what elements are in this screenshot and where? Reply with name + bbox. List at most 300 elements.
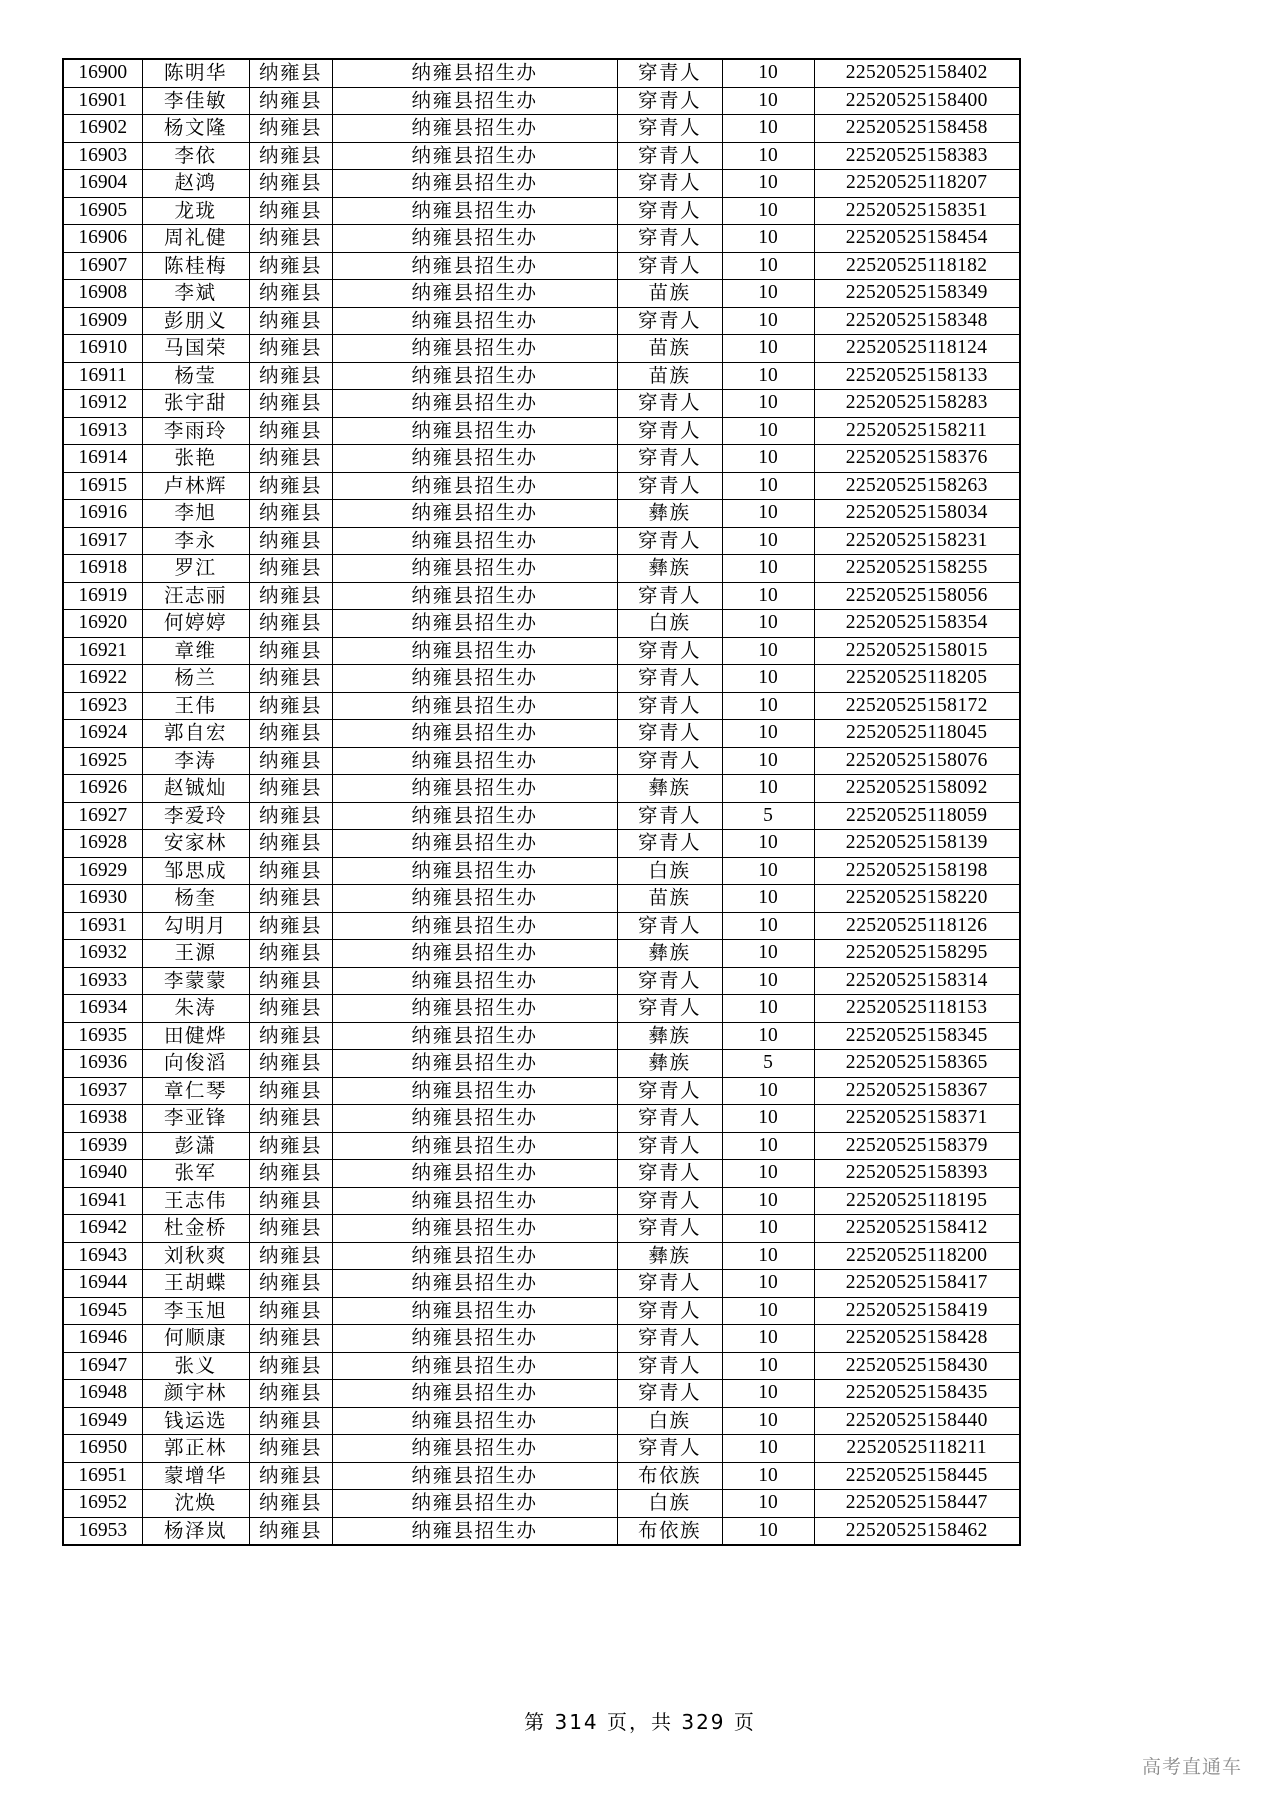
row-points-cell: 10 xyxy=(722,390,814,418)
row-office-cell: 纳雍县招生办 xyxy=(332,1490,617,1518)
row-county-cell: 纳雍县 xyxy=(249,610,332,638)
row-exam-number-cell: 22520525158263 xyxy=(814,472,1020,500)
row-exam-number-cell: 22520525158034 xyxy=(814,500,1020,528)
row-id-cell: 16952 xyxy=(63,1490,142,1518)
row-county-cell: 纳雍县 xyxy=(249,802,332,830)
row-name-cell: 李玉旭 xyxy=(142,1297,249,1325)
row-county-cell: 纳雍县 xyxy=(249,1352,332,1380)
row-name-cell: 颜宇林 xyxy=(142,1380,249,1408)
row-exam-number-cell: 22520525118211 xyxy=(814,1435,1020,1463)
row-office-cell: 纳雍县招生办 xyxy=(332,555,617,583)
row-county-cell: 纳雍县 xyxy=(249,692,332,720)
row-office-cell: 纳雍县招生办 xyxy=(332,967,617,995)
row-exam-number-cell: 22520525118126 xyxy=(814,912,1020,940)
row-exam-number-cell: 22520525118182 xyxy=(814,252,1020,280)
row-id-cell: 16922 xyxy=(63,665,142,693)
row-office-cell: 纳雍县招生办 xyxy=(332,1022,617,1050)
row-id-cell: 16911 xyxy=(63,362,142,390)
row-county-cell: 纳雍县 xyxy=(249,582,332,610)
row-county-cell: 纳雍县 xyxy=(249,1490,332,1518)
row-office-cell: 纳雍县招生办 xyxy=(332,170,617,198)
row-exam-number-cell: 22520525158349 xyxy=(814,280,1020,308)
row-ethnicity-cell: 穿青人 xyxy=(617,637,722,665)
row-name-cell: 章维 xyxy=(142,637,249,665)
row-office-cell: 纳雍县招生办 xyxy=(332,637,617,665)
table-row xyxy=(63,665,1020,693)
row-ethnicity-cell: 穿青人 xyxy=(617,1105,722,1133)
row-points-cell: 10 xyxy=(722,335,814,363)
row-points-cell: 10 xyxy=(722,1077,814,1105)
row-county-cell: 纳雍县 xyxy=(249,527,332,555)
row-points-cell: 10 xyxy=(722,692,814,720)
row-id-cell: 16930 xyxy=(63,885,142,913)
row-exam-number-cell: 22520525158435 xyxy=(814,1380,1020,1408)
table-row xyxy=(63,59,1020,87)
row-office-cell: 纳雍县招生办 xyxy=(332,527,617,555)
row-points-cell: 10 xyxy=(722,1215,814,1243)
row-ethnicity-cell: 穿青人 xyxy=(617,1352,722,1380)
row-ethnicity-cell: 穿青人 xyxy=(617,912,722,940)
row-name-cell: 郭正林 xyxy=(142,1435,249,1463)
row-points-cell: 10 xyxy=(722,885,814,913)
row-office-cell: 纳雍县招生办 xyxy=(332,500,617,528)
table-row xyxy=(63,1407,1020,1435)
row-id-cell: 16943 xyxy=(63,1242,142,1270)
row-points-cell: 10 xyxy=(722,170,814,198)
row-office-cell: 纳雍县招生办 xyxy=(332,307,617,335)
table-row xyxy=(63,252,1020,280)
row-points-cell: 10 xyxy=(722,1352,814,1380)
row-exam-number-cell: 22520525158379 xyxy=(814,1132,1020,1160)
row-name-cell: 李亚锋 xyxy=(142,1105,249,1133)
row-office-cell: 纳雍县招生办 xyxy=(332,1517,617,1545)
row-ethnicity-cell: 穿青人 xyxy=(617,417,722,445)
row-exam-number-cell: 22520525158092 xyxy=(814,775,1020,803)
row-points-cell: 10 xyxy=(722,1490,814,1518)
row-ethnicity-cell: 白族 xyxy=(617,610,722,638)
table-row xyxy=(63,1490,1020,1518)
row-id-cell: 16905 xyxy=(63,197,142,225)
row-points-cell: 10 xyxy=(722,1517,814,1545)
row-name-cell: 李蒙蒙 xyxy=(142,967,249,995)
row-county-cell: 纳雍县 xyxy=(249,335,332,363)
table-row xyxy=(63,1242,1020,1270)
row-ethnicity-cell: 穿青人 xyxy=(617,307,722,335)
row-ethnicity-cell: 布依族 xyxy=(617,1517,722,1545)
row-ethnicity-cell: 穿青人 xyxy=(617,1132,722,1160)
row-ethnicity-cell: 苗族 xyxy=(617,885,722,913)
row-exam-number-cell: 22520525158345 xyxy=(814,1022,1020,1050)
row-ethnicity-cell: 彝族 xyxy=(617,1242,722,1270)
table-row xyxy=(63,555,1020,583)
row-name-cell: 周礼健 xyxy=(142,225,249,253)
row-ethnicity-cell: 穿青人 xyxy=(617,1270,722,1298)
row-name-cell: 王伟 xyxy=(142,692,249,720)
row-office-cell: 纳雍县招生办 xyxy=(332,857,617,885)
row-ethnicity-cell: 穿青人 xyxy=(617,1380,722,1408)
row-exam-number-cell: 22520525118200 xyxy=(814,1242,1020,1270)
row-points-cell: 10 xyxy=(722,87,814,115)
row-id-cell: 16947 xyxy=(63,1352,142,1380)
row-ethnicity-cell: 穿青人 xyxy=(617,967,722,995)
row-name-cell: 安家林 xyxy=(142,830,249,858)
row-name-cell: 杨兰 xyxy=(142,665,249,693)
table-row xyxy=(63,1050,1020,1078)
row-id-cell: 16914 xyxy=(63,445,142,473)
row-office-cell: 纳雍县招生办 xyxy=(332,1160,617,1188)
row-name-cell: 杨奎 xyxy=(142,885,249,913)
row-id-cell: 16936 xyxy=(63,1050,142,1078)
row-points-cell: 10 xyxy=(722,1022,814,1050)
table-row xyxy=(63,197,1020,225)
row-county-cell: 纳雍县 xyxy=(249,720,332,748)
row-id-cell: 16902 xyxy=(63,115,142,143)
row-ethnicity-cell: 穿青人 xyxy=(617,802,722,830)
row-office-cell: 纳雍县招生办 xyxy=(332,1105,617,1133)
row-county-cell: 纳雍县 xyxy=(249,472,332,500)
table-row xyxy=(63,940,1020,968)
row-office-cell: 纳雍县招生办 xyxy=(332,197,617,225)
row-ethnicity-cell: 白族 xyxy=(617,1407,722,1435)
row-points-cell: 10 xyxy=(722,912,814,940)
row-county-cell: 纳雍县 xyxy=(249,967,332,995)
row-name-cell: 王源 xyxy=(142,940,249,968)
row-exam-number-cell: 22520525158283 xyxy=(814,390,1020,418)
row-id-cell: 16917 xyxy=(63,527,142,555)
row-exam-number-cell: 22520525158393 xyxy=(814,1160,1020,1188)
table-row xyxy=(63,720,1020,748)
row-id-cell: 16921 xyxy=(63,637,142,665)
row-name-cell: 郭自宏 xyxy=(142,720,249,748)
row-exam-number-cell: 22520525158371 xyxy=(814,1105,1020,1133)
row-ethnicity-cell: 穿青人 xyxy=(617,1187,722,1215)
row-name-cell: 沈焕 xyxy=(142,1490,249,1518)
table-row xyxy=(63,610,1020,638)
table-row xyxy=(63,445,1020,473)
row-points-cell: 10 xyxy=(722,225,814,253)
row-id-cell: 16940 xyxy=(63,1160,142,1188)
row-id-cell: 16916 xyxy=(63,500,142,528)
row-county-cell: 纳雍县 xyxy=(249,1435,332,1463)
row-county-cell: 纳雍县 xyxy=(249,1462,332,1490)
row-id-cell: 16944 xyxy=(63,1270,142,1298)
table-row xyxy=(63,527,1020,555)
row-points-cell: 5 xyxy=(722,1050,814,1078)
row-name-cell: 罗江 xyxy=(142,555,249,583)
row-exam-number-cell: 22520525158348 xyxy=(814,307,1020,335)
row-points-cell: 10 xyxy=(722,1380,814,1408)
row-ethnicity-cell: 穿青人 xyxy=(617,472,722,500)
row-exam-number-cell: 22520525158172 xyxy=(814,692,1020,720)
row-office-cell: 纳雍县招生办 xyxy=(332,1187,617,1215)
row-county-cell: 纳雍县 xyxy=(249,912,332,940)
row-exam-number-cell: 22520525158015 xyxy=(814,637,1020,665)
table-row xyxy=(63,1517,1020,1545)
row-county-cell: 纳雍县 xyxy=(249,830,332,858)
row-name-cell: 杜金桥 xyxy=(142,1215,249,1243)
table-row xyxy=(63,830,1020,858)
row-id-cell: 16926 xyxy=(63,775,142,803)
table-row xyxy=(63,1077,1020,1105)
row-county-cell: 纳雍县 xyxy=(249,1297,332,1325)
row-county-cell: 纳雍县 xyxy=(249,445,332,473)
row-id-cell: 16924 xyxy=(63,720,142,748)
row-points-cell: 5 xyxy=(722,802,814,830)
row-exam-number-cell: 22520525158376 xyxy=(814,445,1020,473)
row-county-cell: 纳雍县 xyxy=(249,1160,332,1188)
row-exam-number-cell: 22520525158430 xyxy=(814,1352,1020,1380)
row-id-cell: 16928 xyxy=(63,830,142,858)
row-id-cell: 16942 xyxy=(63,1215,142,1243)
table-row xyxy=(63,1022,1020,1050)
row-office-cell: 纳雍县招生办 xyxy=(332,912,617,940)
row-name-cell: 张宇甜 xyxy=(142,390,249,418)
row-name-cell: 赵铖灿 xyxy=(142,775,249,803)
row-county-cell: 纳雍县 xyxy=(249,775,332,803)
row-office-cell: 纳雍县招生办 xyxy=(332,665,617,693)
row-county-cell: 纳雍县 xyxy=(249,1517,332,1545)
row-points-cell: 10 xyxy=(722,280,814,308)
row-office-cell: 纳雍县招生办 xyxy=(332,1352,617,1380)
row-points-cell: 10 xyxy=(722,59,814,87)
row-points-cell: 10 xyxy=(722,637,814,665)
row-exam-number-cell: 22520525158458 xyxy=(814,115,1020,143)
row-exam-number-cell: 22520525118045 xyxy=(814,720,1020,748)
row-county-cell: 纳雍县 xyxy=(249,885,332,913)
row-name-cell: 杨泽岚 xyxy=(142,1517,249,1545)
row-exam-number-cell: 22520525158367 xyxy=(814,1077,1020,1105)
row-id-cell: 16913 xyxy=(63,417,142,445)
row-exam-number-cell: 22520525158231 xyxy=(814,527,1020,555)
row-points-cell: 10 xyxy=(722,1325,814,1353)
row-office-cell: 纳雍县招生办 xyxy=(332,720,617,748)
table-row xyxy=(63,1187,1020,1215)
row-id-cell: 16933 xyxy=(63,967,142,995)
row-exam-number-cell: 22520525158220 xyxy=(814,885,1020,913)
row-name-cell: 彭潇 xyxy=(142,1132,249,1160)
row-id-cell: 16920 xyxy=(63,610,142,638)
row-office-cell: 纳雍县招生办 xyxy=(332,472,617,500)
table-row xyxy=(63,500,1020,528)
row-office-cell: 纳雍县招生办 xyxy=(332,610,617,638)
table-row xyxy=(63,912,1020,940)
row-county-cell: 纳雍县 xyxy=(249,637,332,665)
row-id-cell: 16919 xyxy=(63,582,142,610)
row-county-cell: 纳雍县 xyxy=(249,1022,332,1050)
row-ethnicity-cell: 白族 xyxy=(617,1490,722,1518)
row-ethnicity-cell: 穿青人 xyxy=(617,995,722,1023)
row-exam-number-cell: 22520525158402 xyxy=(814,59,1020,87)
row-points-cell: 10 xyxy=(722,1187,814,1215)
row-id-cell: 16931 xyxy=(63,912,142,940)
row-county-cell: 纳雍县 xyxy=(249,362,332,390)
row-exam-number-cell: 22520525158462 xyxy=(814,1517,1020,1545)
table-row xyxy=(63,802,1020,830)
row-exam-number-cell: 22520525158419 xyxy=(814,1297,1020,1325)
row-name-cell: 王志伟 xyxy=(142,1187,249,1215)
row-office-cell: 纳雍县招生办 xyxy=(332,87,617,115)
row-id-cell: 16939 xyxy=(63,1132,142,1160)
row-points-cell: 10 xyxy=(722,1105,814,1133)
row-points-cell: 10 xyxy=(722,307,814,335)
row-points-cell: 10 xyxy=(722,967,814,995)
table-row xyxy=(63,637,1020,665)
table-row xyxy=(63,1325,1020,1353)
row-name-cell: 陈桂梅 xyxy=(142,252,249,280)
row-name-cell: 何顺康 xyxy=(142,1325,249,1353)
row-county-cell: 纳雍县 xyxy=(249,857,332,885)
row-name-cell: 向俊滔 xyxy=(142,1050,249,1078)
row-office-cell: 纳雍县招生办 xyxy=(332,1407,617,1435)
row-exam-number-cell: 22520525158198 xyxy=(814,857,1020,885)
watermark-label: 高考直通车 xyxy=(1141,1756,1242,1778)
row-points-cell: 10 xyxy=(722,940,814,968)
row-exam-number-cell: 22520525118124 xyxy=(814,335,1020,363)
row-office-cell: 纳雍县招生办 xyxy=(332,445,617,473)
row-name-cell: 陈明华 xyxy=(142,59,249,87)
row-points-cell: 10 xyxy=(722,582,814,610)
row-ethnicity-cell: 穿青人 xyxy=(617,1297,722,1325)
row-county-cell: 纳雍县 xyxy=(249,1187,332,1215)
row-county-cell: 纳雍县 xyxy=(249,1380,332,1408)
row-county-cell: 纳雍县 xyxy=(249,1270,332,1298)
row-county-cell: 纳雍县 xyxy=(249,1105,332,1133)
row-county-cell: 纳雍县 xyxy=(249,1077,332,1105)
row-points-cell: 10 xyxy=(722,1242,814,1270)
row-ethnicity-cell: 穿青人 xyxy=(617,87,722,115)
row-office-cell: 纳雍县招生办 xyxy=(332,1215,617,1243)
row-exam-number-cell: 22520525158314 xyxy=(814,967,1020,995)
row-id-cell: 16923 xyxy=(63,692,142,720)
row-office-cell: 纳雍县招生办 xyxy=(332,995,617,1023)
row-points-cell: 10 xyxy=(722,445,814,473)
row-exam-number-cell: 22520525158056 xyxy=(814,582,1020,610)
row-ethnicity-cell: 穿青人 xyxy=(617,445,722,473)
row-exam-number-cell: 22520525158354 xyxy=(814,610,1020,638)
row-name-cell: 章仁琴 xyxy=(142,1077,249,1105)
row-office-cell: 纳雍县招生办 xyxy=(332,1270,617,1298)
row-county-cell: 纳雍县 xyxy=(249,142,332,170)
row-ethnicity-cell: 穿青人 xyxy=(617,170,722,198)
row-id-cell: 16907 xyxy=(63,252,142,280)
row-points-cell: 10 xyxy=(722,417,814,445)
row-id-cell: 16910 xyxy=(63,335,142,363)
table-row xyxy=(63,362,1020,390)
row-points-cell: 10 xyxy=(722,500,814,528)
table-row xyxy=(63,1380,1020,1408)
row-points-cell: 10 xyxy=(722,775,814,803)
row-county-cell: 纳雍县 xyxy=(249,417,332,445)
row-exam-number-cell: 22520525158139 xyxy=(814,830,1020,858)
row-exam-number-cell: 22520525158454 xyxy=(814,225,1020,253)
row-office-cell: 纳雍县招生办 xyxy=(332,59,617,87)
table-row xyxy=(63,115,1020,143)
row-exam-number-cell: 22520525158383 xyxy=(814,142,1020,170)
row-points-cell: 10 xyxy=(722,197,814,225)
row-name-cell: 李斌 xyxy=(142,280,249,308)
row-points-cell: 10 xyxy=(722,362,814,390)
row-county-cell: 纳雍县 xyxy=(249,225,332,253)
row-exam-number-cell: 22520525158211 xyxy=(814,417,1020,445)
row-office-cell: 纳雍县招生办 xyxy=(332,747,617,775)
row-id-cell: 16935 xyxy=(63,1022,142,1050)
row-county-cell: 纳雍县 xyxy=(249,665,332,693)
row-name-cell: 钱运选 xyxy=(142,1407,249,1435)
row-name-cell: 李依 xyxy=(142,142,249,170)
row-id-cell: 16908 xyxy=(63,280,142,308)
row-ethnicity-cell: 穿青人 xyxy=(617,225,722,253)
row-ethnicity-cell: 穿青人 xyxy=(617,665,722,693)
row-office-cell: 纳雍县招生办 xyxy=(332,802,617,830)
table-row xyxy=(63,967,1020,995)
row-id-cell: 16915 xyxy=(63,472,142,500)
row-id-cell: 16918 xyxy=(63,555,142,583)
row-id-cell: 16903 xyxy=(63,142,142,170)
row-name-cell: 杨文隆 xyxy=(142,115,249,143)
row-points-cell: 10 xyxy=(722,747,814,775)
row-ethnicity-cell: 白族 xyxy=(617,857,722,885)
table-row xyxy=(63,1132,1020,1160)
row-id-cell: 16912 xyxy=(63,390,142,418)
row-id-cell: 16937 xyxy=(63,1077,142,1105)
row-county-cell: 纳雍县 xyxy=(249,87,332,115)
row-id-cell: 16932 xyxy=(63,940,142,968)
row-ethnicity-cell: 布依族 xyxy=(617,1462,722,1490)
row-exam-number-cell: 22520525158133 xyxy=(814,362,1020,390)
row-office-cell: 纳雍县招生办 xyxy=(332,252,617,280)
table-row xyxy=(63,692,1020,720)
table-row xyxy=(63,747,1020,775)
row-points-cell: 10 xyxy=(722,142,814,170)
row-name-cell: 勾明月 xyxy=(142,912,249,940)
row-ethnicity-cell: 彝族 xyxy=(617,775,722,803)
row-name-cell: 田健烨 xyxy=(142,1022,249,1050)
table-row xyxy=(63,1215,1020,1243)
row-office-cell: 纳雍县招生办 xyxy=(332,1132,617,1160)
row-exam-number-cell: 22520525158447 xyxy=(814,1490,1020,1518)
table-row xyxy=(63,1160,1020,1188)
row-office-cell: 纳雍县招生办 xyxy=(332,885,617,913)
row-office-cell: 纳雍县招生办 xyxy=(332,280,617,308)
row-ethnicity-cell: 穿青人 xyxy=(617,830,722,858)
row-office-cell: 纳雍县招生办 xyxy=(332,417,617,445)
row-office-cell: 纳雍县招生办 xyxy=(332,115,617,143)
row-points-cell: 10 xyxy=(722,857,814,885)
row-name-cell: 邹思成 xyxy=(142,857,249,885)
row-points-cell: 10 xyxy=(722,472,814,500)
row-office-cell: 纳雍县招生办 xyxy=(332,1462,617,1490)
row-ethnicity-cell: 穿青人 xyxy=(617,197,722,225)
table-row xyxy=(63,582,1020,610)
row-office-cell: 纳雍县招生办 xyxy=(332,335,617,363)
table-row xyxy=(63,1297,1020,1325)
row-ethnicity-cell: 彝族 xyxy=(617,500,722,528)
row-office-cell: 纳雍县招生办 xyxy=(332,1380,617,1408)
row-office-cell: 纳雍县招生办 xyxy=(332,1297,617,1325)
row-ethnicity-cell: 穿青人 xyxy=(617,59,722,87)
table-row xyxy=(63,225,1020,253)
row-office-cell: 纳雍县招生办 xyxy=(332,582,617,610)
row-county-cell: 纳雍县 xyxy=(249,252,332,280)
row-county-cell: 纳雍县 xyxy=(249,280,332,308)
row-ethnicity-cell: 穿青人 xyxy=(617,1325,722,1353)
row-office-cell: 纳雍县招生办 xyxy=(332,142,617,170)
row-name-cell: 李佳敏 xyxy=(142,87,249,115)
row-points-cell: 10 xyxy=(722,1297,814,1325)
row-exam-number-cell: 22520525118153 xyxy=(814,995,1020,1023)
row-exam-number-cell: 22520525158428 xyxy=(814,1325,1020,1353)
table-row xyxy=(63,775,1020,803)
